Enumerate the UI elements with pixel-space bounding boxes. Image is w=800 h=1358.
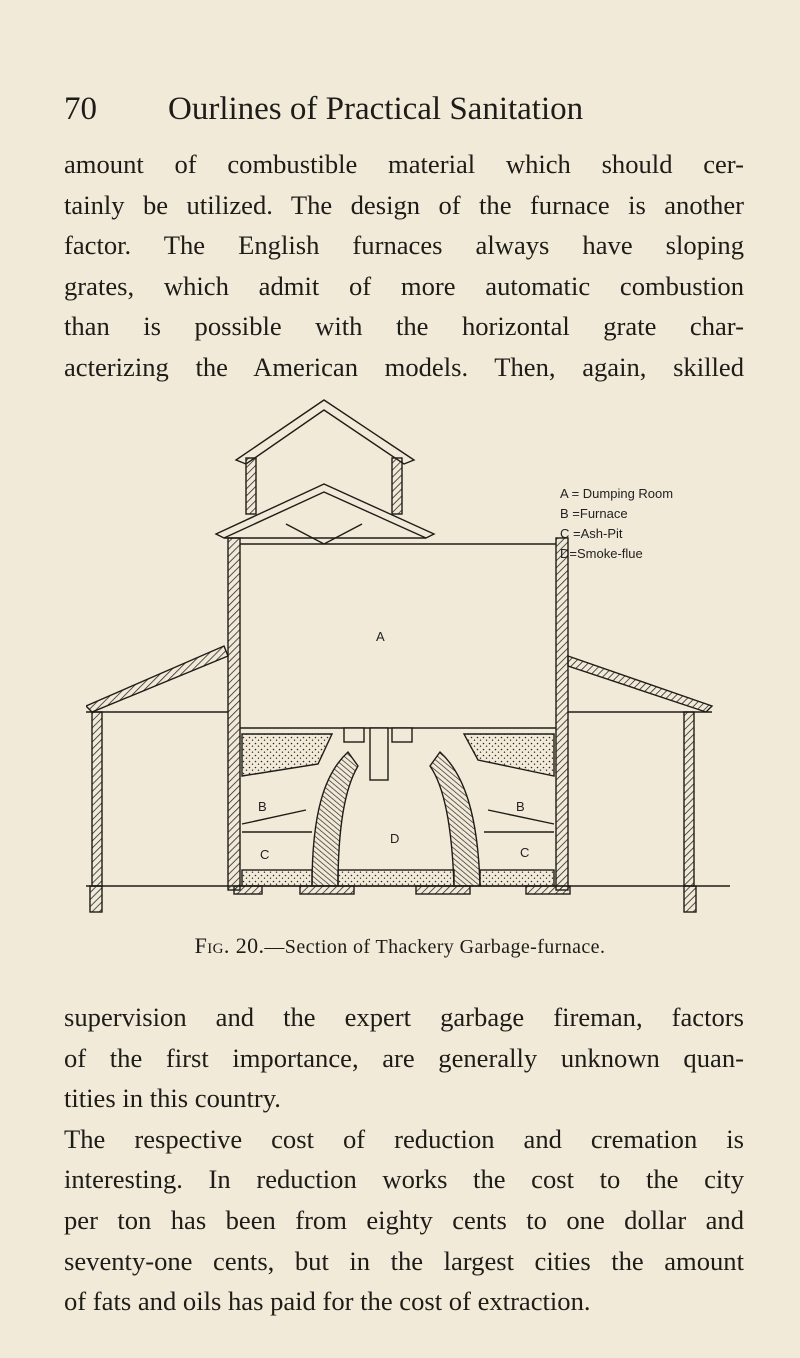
figure-caption xyxy=(0,932,800,961)
legend-d: D=Smoke-flue xyxy=(560,546,643,561)
left-flue-arch xyxy=(312,752,358,886)
text-line: seventy-one cents, but in the largest cities the amount xyxy=(64,1245,744,1276)
text-line: The respective cost of reduction and cremation is xyxy=(64,1123,744,1154)
running-head xyxy=(64,84,744,134)
text-line: tainly be utilized. The design of the furnace is another xyxy=(64,189,744,220)
text-line: tities in this country. xyxy=(64,1083,281,1114)
text-line: factor. The English furnaces always have sloping xyxy=(64,230,744,261)
main-wall-left xyxy=(228,538,240,890)
text-line: interesting. In reduction works the cost to the city xyxy=(64,1164,744,1195)
paragraph-top xyxy=(64,144,744,388)
left-grate xyxy=(242,734,332,776)
main-wall-right xyxy=(556,538,568,890)
text-line: acterizing the American models. Then, again, skilled xyxy=(64,351,744,382)
legend-a: A = Dumping Room xyxy=(560,486,674,501)
label-b-right: B xyxy=(516,799,525,814)
figure-caption-text: —Section of Thackery Garbage-furnace. xyxy=(264,936,606,958)
left-wing-wall xyxy=(92,712,102,886)
right-ash-floor xyxy=(480,870,554,886)
chimney-left-wall xyxy=(246,458,256,514)
legend-c: C =Ash-Pit xyxy=(560,526,623,541)
label-b-left: B xyxy=(258,799,267,814)
text-line: supervision and the expert garbage fireman, factors xyxy=(64,1002,744,1032)
legend-b: B =Furnace xyxy=(560,506,628,521)
figure-number: Fig. 20. xyxy=(194,933,265,958)
left-ash-floor xyxy=(242,870,312,886)
running-title: Ourlines of Practical Sanitation xyxy=(168,91,584,127)
page-number: 70 xyxy=(64,91,97,127)
right-wing-wall xyxy=(684,712,694,886)
furnace-section-drawing xyxy=(86,394,730,914)
chimney-cap xyxy=(236,400,414,464)
flue-top xyxy=(370,728,388,780)
paragraph-bottom xyxy=(64,997,744,1322)
right-wing-roof xyxy=(568,656,712,712)
label-c-right: C xyxy=(520,845,530,860)
right-grate xyxy=(464,734,554,776)
text-line: per ton has been from eighty cents to one dollar and xyxy=(64,1204,744,1235)
text-line: of the first importance, are generally unknown quan- xyxy=(64,1042,744,1073)
flue-floor xyxy=(338,870,454,886)
label-c-left: C xyxy=(260,847,270,862)
label-a: A xyxy=(376,629,385,644)
text-line: amount of combustible material which should cer- xyxy=(64,149,744,179)
text-line: grates, which admit of more automatic combustion xyxy=(64,270,744,301)
label-d: D xyxy=(390,831,400,846)
text-line: than is possible with the horizontal grate char- xyxy=(64,311,744,342)
furnace-section-figure xyxy=(86,394,730,914)
left-wing-roof xyxy=(86,646,228,712)
chimney-right-wall xyxy=(392,458,402,514)
right-flue-arch xyxy=(430,752,480,886)
text-line: of fats and oils has paid for the cost of extraction. xyxy=(64,1286,591,1317)
